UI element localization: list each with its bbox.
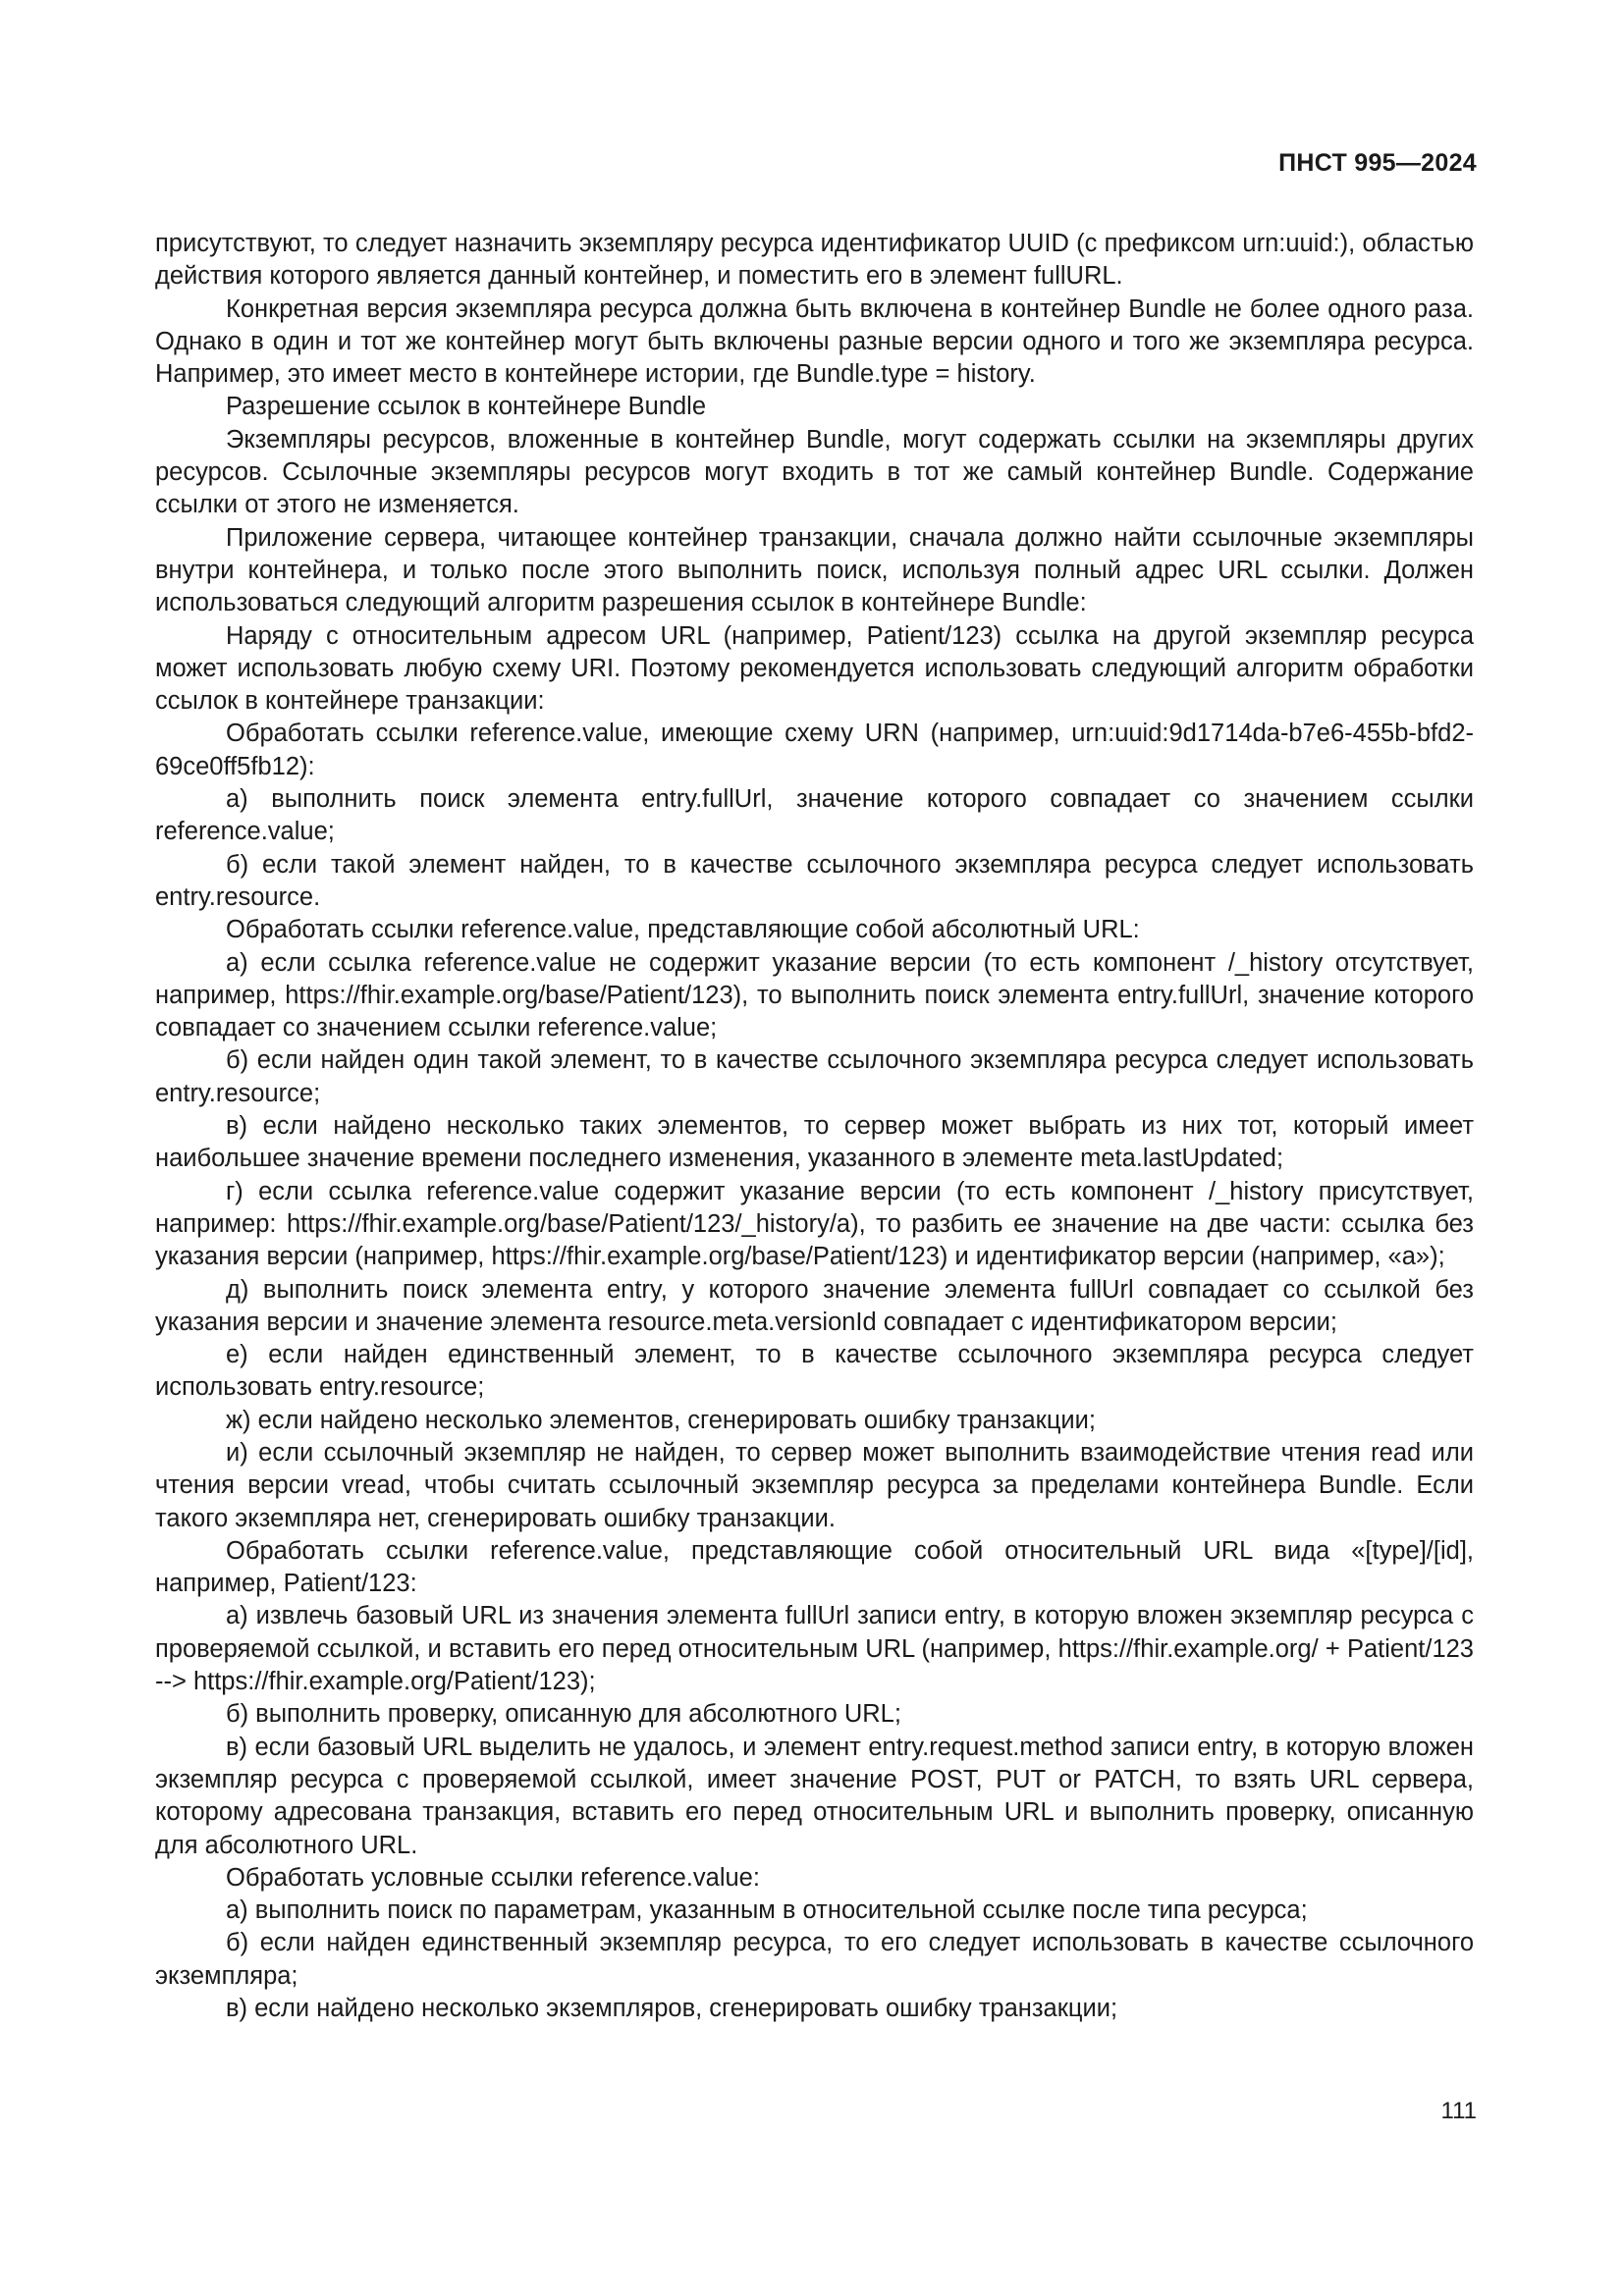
- paragraph: Обработать условные ссылки reference.value:: [226, 1863, 760, 1892]
- paragraph: Приложение сервера, читающее контейнер транзакции, сначала должно найти ссылочные экземпляры внутри контейнера, и только после этого выполнить поиск, используя полный адрес URL ссылки. Должен использоваться следующий алгоритм разрешения ссылок в контейнере Bundle:: [155, 523, 1474, 617]
- list-item: и) если ссылочный экземпляр не найден, то сервер может выполнить взаимодействие чтения read или чтения версии vread, чтобы считать ссылочный экземпляр ресурса за пределами контейнера Bundle. Если такого экземпляра нет, сгенерировать ошибку транзакции.: [155, 1438, 1474, 1532]
- list-item: в) если базовый URL выделить не удалось, и элемент entry.request.method записи entry, в которую вложен экземпляр ресурса с проверяемой ссылкой, имеет значение POST, PUT or PATCH, то взять URL сервера, которому адресована транзакция, вставить его перед относительным URL и выполнить проверку, описанную для абсолютного URL.: [155, 1733, 1474, 1859]
- section-heading: Разрешение ссылок в контейнере Bundle: [226, 393, 707, 421]
- paragraph: Наряду с относительным адресом URL (например, Patient/123) ссылка на другой экземпляр ресурса может использовать любую схему URI. Поэтому рекомендуется использовать следующий алгоритм обработки ссылок в контейнере транзакции:: [155, 621, 1474, 716]
- list-item: б) если найден один такой элемент, то в качестве ссылочного экземпляра ресурса следует использовать entry.resource;: [155, 1046, 1474, 1107]
- paragraph: Экземпляры ресурсов, вложенные в контейнер Bundle, могут содержать ссылки на экземпляры других ресурсов. Ссылочные экземпляры ресурсов могут входить в тот же самый контейнер Bundle. Содержание ссылки от этого не изменяется.: [155, 425, 1474, 519]
- paragraph: Обработать ссылки reference.value, представляющие собой относительный URL вида «[type]/[id], например, Patient/123:: [155, 1536, 1474, 1598]
- document-body: [155, 228, 1474, 2025]
- list-item: б) если найден единственный экземпляр ресурса, то его следует использовать в качестве ссылочного экземпляра;: [155, 1929, 1474, 1990]
- list-item: а) выполнить поиск элемента entry.fullUrl, значение которого совпадает со значением ссылки reference.value;: [155, 785, 1474, 846]
- list-item: е) если найден единственный элемент, то в качестве ссылочного экземпляра ресурса следует использовать entry.resource;: [155, 1341, 1474, 1402]
- paragraph: присутствуют, то следует назначить экземпляру ресурса идентификатор UUID (с префиксом urn:uuid:), областью действия которого является данный контейнер, и поместить его в элемент fullURL.: [155, 230, 1474, 291]
- list-item: б) выполнить проверку, описанную для абсолютного URL;: [226, 1700, 901, 1729]
- standard-code-header: ПНСТ 995—2024: [1278, 149, 1477, 177]
- list-item: а) если ссылка reference.value не содержит указание версии (то есть компонент /_history отсутствует, например, https://fhir.example.org/base/Patient/123), то выполнить поиск элемента entry.fullUrl, значение которого совпадает со значением ссылки reference.value;: [155, 948, 1474, 1042]
- page-number: 111: [1440, 2098, 1477, 2124]
- list-item: д) выполнить поиск элемента entry, у которого значение элемента fullUrl совпадает со ссылкой без указания версии и значение элемента resource.meta.versionId совпадает с идентификатором версии;: [155, 1275, 1474, 1336]
- list-item: ж) если найдено несколько элементов, сгенерировать ошибку транзакции;: [226, 1406, 1097, 1434]
- list-item: а) извлечь базовый URL из значения элемента fullUrl записи entry, в которую вложен экземпляр ресурса с проверяемой ссылкой, и вставить его перед относительным URL (например, https://fhir.example.org/ + Patient/123 --> https://fhir.example.org/Patient/123);: [155, 1602, 1474, 1696]
- paragraph: Обработать ссылки reference.value, представляющие собой абсолютный URL:: [226, 916, 1140, 944]
- paragraph: Конкретная версия экземпляра ресурса должна быть включена в контейнер Bundle не более одного раза. Однако в один и тот же контейнер могут быть включены разные версии одного и того же экземпляра ресурса. Например, это имеет место в контейнере истории, где Bundle.type = history.: [155, 294, 1474, 389]
- list-item: в) если найдено несколько таких элементов, то сервер может выбрать из них тот, который имеет наибольшее значение времени последнего изменения, указанного в элементе meta.lastUpdated;: [155, 1112, 1474, 1173]
- list-item: г) если ссылка reference.value содержит указание версии (то есть компонент /_history присутствует, например: https://fhir.example.org/base/Patient/123/_history/a), то разбить ее значение на две части: ссылка без указания версии (например, https://fhir.example.org/base/Patient/123) и идентификатор версии (например, «а»);: [155, 1177, 1474, 1271]
- list-item: б) если такой элемент найден, то в качестве ссылочного экземпляра ресурса следует использовать entry.resource.: [155, 850, 1474, 911]
- paragraph: Обработать ссылки reference.value, имеющие схему URN (например, urn:uuid:9d1714da-b7e6-455b-bfd2-69ce0ff5fb12):: [155, 720, 1474, 780]
- list-item: в) если найдено несколько экземпляров, сгенерировать ошибку транзакции;: [226, 1995, 1118, 2023]
- list-item: а) выполнить поиск по параметрам, указанным в относительной ссылке после типа ресурса;: [226, 1896, 1308, 1925]
